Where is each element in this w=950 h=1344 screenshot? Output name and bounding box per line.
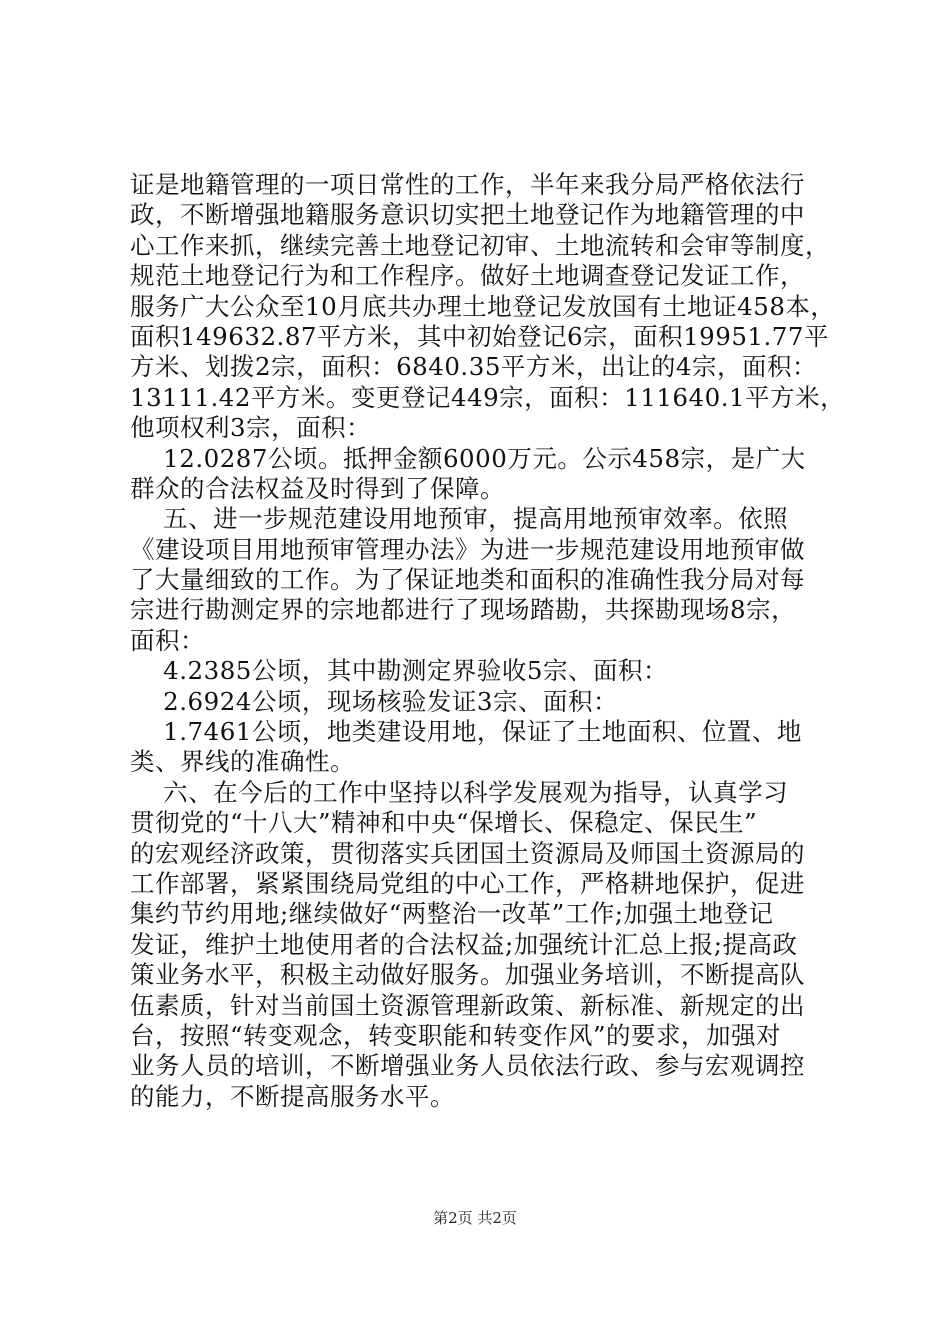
text-line: 的能力，不断提高服务水平。 — [130, 1081, 455, 1111]
text-line: 台，按照“转变观念，转变职能和转变作风”的要求，加强对 — [130, 1020, 782, 1050]
text-line: 伍素质，针对当前国土资源管理新政策、新标准、新规定的出 — [130, 990, 805, 1020]
text-line: 面积： — [130, 625, 205, 655]
page-number: 第2页 共2页 — [433, 1209, 517, 1227]
text-line: 证是地籍管理的一项日常性的工作，半年来我分局严格依法行 — [130, 170, 805, 199]
text-line: 规范土地登记行为和工作程序。做好土地调查登记发证工作， — [130, 261, 805, 291]
text-line: 心工作来抓，继续完善土地登记初审、土地流转和会审等制度， — [130, 230, 830, 260]
text-line: 了大量细致的工作。为了保证地类和面积的准确性我分局对每 — [130, 565, 805, 595]
text-line: 1.7461公顷，地类建设用地，保证了土地面积、位置、地 — [130, 717, 802, 747]
text-line: 集约节约用地;继续做好“两整治一改革”工作;加强土地登记 — [130, 899, 774, 929]
text-line: 的宏观经济政策，贯彻落实兵团国土资源局及师国土资源局的 — [130, 838, 805, 868]
text-line: 群众的合法权益及时得到了保障。 — [130, 473, 505, 503]
text-line: 面积149632.87平方米，其中初始登记6宗，面积19951.77平 — [130, 321, 829, 351]
text-line: 方米、划拨2宗，面积：6840.35平方米，出让的4宗，面积： — [130, 352, 817, 382]
text-line: 宗进行勘测定界的宗地都进行了现场踏勘，共探勘现场8宗， — [130, 595, 797, 625]
text-line: 《建设项目用地预审管理办法》为进一步规范建设用地预审做 — [130, 534, 805, 564]
text-line: 政，不断增强地籍服务意识切实把土地登记作为地籍管理的中 — [130, 200, 805, 230]
text-line: 2.6924公顷，现场核验发证3宗、面积： — [130, 686, 618, 716]
text-line: 他项权利3宗，面积： — [130, 413, 372, 443]
text-line: 12.0287公顷。抵押金额6000万元。公示458宗，是广大 — [130, 443, 806, 473]
text-line: 策业务水平，积极主动做好服务。加强业务培训，不断提高队 — [130, 960, 805, 990]
text-line: 六、在今后的工作中坚持以科学发展观为指导，认真学习 — [130, 777, 789, 807]
text-line: 五、进一步规范建设用地预审，提高用地预审效率。依照 — [130, 504, 789, 534]
text-line: 业务人员的培训，不断增强业务人员依法行政、参与宏观调控 — [130, 1051, 805, 1081]
page-footer — [0, 1209, 950, 1227]
text-line: 贯彻党的“十八大”精神和中央“保增长、保稳定、保民生” — [130, 808, 758, 838]
text-line: 13111.42平方米。变更登记449宗，面积：111640.1平方米， — [130, 382, 846, 412]
text-line: 服务广大公众至10月底共办理土地登记发放国有土地证458本， — [130, 291, 836, 321]
text-line: 工作部署，紧紧围绕局党组的中心工作，严格耕地保护，促进 — [130, 868, 805, 898]
text-line: 发证，维护土地使用者的合法权益;加强统计汇总上报;提高政 — [130, 929, 798, 959]
document-body — [130, 170, 846, 1112]
text-line: 类、界线的准确性。 — [130, 747, 355, 777]
text-line: 4.2385公顷，其中勘测定界验收5宗、面积： — [130, 656, 668, 686]
